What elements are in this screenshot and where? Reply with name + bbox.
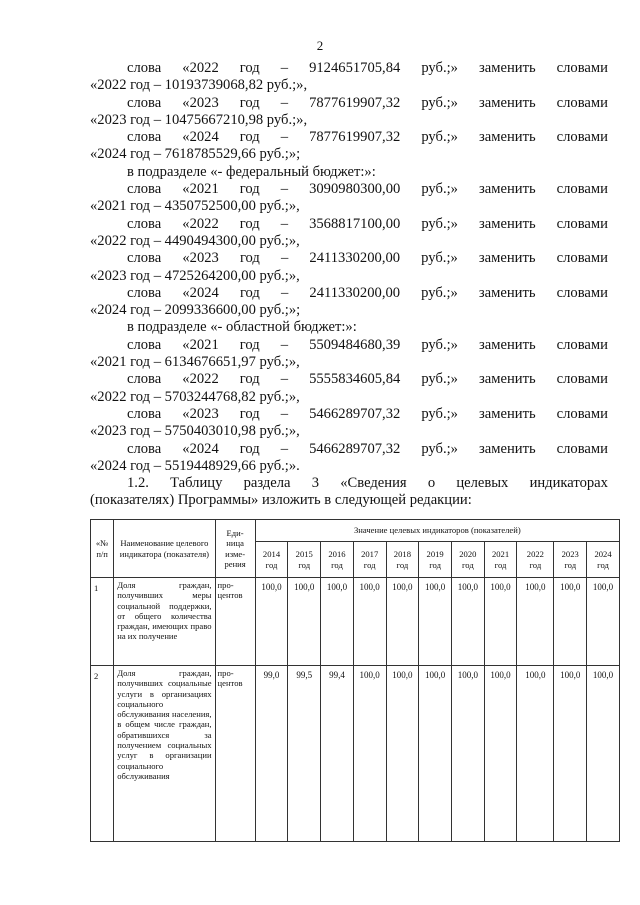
text-line: «2024 год – 7618785529,66 руб.;»; bbox=[90, 146, 301, 163]
text-word: словами bbox=[556, 284, 608, 301]
year-number: 2022 bbox=[526, 549, 544, 560]
value-cell: 100,0 bbox=[517, 578, 554, 666]
value-cell: 100,0 bbox=[353, 578, 386, 666]
year-number: 2019 bbox=[426, 549, 444, 560]
text-word: год bbox=[239, 215, 260, 232]
text-line: «2024 год – 2099336600,00 руб.;»; bbox=[90, 302, 301, 319]
text-word: слова bbox=[127, 371, 162, 388]
text-word: – bbox=[280, 284, 289, 301]
value-cell: 100,0 bbox=[386, 578, 419, 666]
value-cell: 100,0 bbox=[484, 666, 517, 842]
text-line bbox=[90, 337, 608, 354]
text-line bbox=[90, 250, 608, 267]
text-word: 3090980300,00 bbox=[309, 181, 401, 198]
text-word: «2022 bbox=[182, 60, 219, 76]
value-cell: 100,0 bbox=[419, 666, 452, 842]
value-cell: 100,0 bbox=[587, 578, 620, 666]
header-year-2021 bbox=[484, 542, 517, 578]
text-word: слова bbox=[127, 405, 162, 422]
value-cell: 99,5 bbox=[288, 666, 321, 842]
text-line bbox=[90, 475, 608, 492]
year-label: год bbox=[298, 559, 311, 570]
value-cell: 100,0 bbox=[554, 578, 587, 666]
text-word: год bbox=[239, 129, 260, 146]
text-word: руб.;» bbox=[421, 440, 458, 457]
value-cell: 100,0 bbox=[386, 666, 419, 842]
text-line: «2023 год – 10475667210,98 руб.;», bbox=[90, 111, 308, 128]
indicators-table bbox=[90, 519, 620, 842]
row-number: 1 bbox=[91, 578, 114, 666]
year-label: год bbox=[461, 559, 474, 570]
text-word: – bbox=[280, 371, 289, 388]
page-number: 2 bbox=[316, 38, 324, 53]
text-word: год bbox=[239, 181, 260, 198]
text-word: руб.;» bbox=[421, 405, 458, 422]
text-line: «2022 год – 5703244768,82 руб.;», bbox=[90, 388, 300, 405]
value-cell: 100,0 bbox=[255, 578, 288, 666]
unit-cell: про-центов bbox=[215, 666, 255, 842]
text-word: – bbox=[280, 440, 289, 457]
year-number: 2014 bbox=[262, 549, 281, 560]
year-number: 2023 bbox=[561, 549, 579, 560]
header-year-2016 bbox=[321, 542, 354, 578]
text-line: «2023 год – 4725264200,00 руб.;», bbox=[90, 267, 300, 284]
text-word: словами bbox=[556, 336, 608, 353]
text-word: год bbox=[239, 250, 260, 267]
text-line: «2021 год – 6134676651,97 руб.;», bbox=[90, 354, 300, 371]
text-word: индикаторах bbox=[529, 475, 608, 492]
row-number: 2 bbox=[91, 666, 114, 842]
text-word: «2023 bbox=[182, 250, 219, 267]
year-label: год bbox=[363, 559, 376, 570]
header-year-2014 bbox=[255, 542, 288, 578]
text-word: «2024 bbox=[182, 440, 219, 457]
text-word: словами bbox=[556, 129, 608, 146]
text-word: слова bbox=[127, 181, 162, 198]
text-line: «2023 год – 5750403010,98 руб.;», bbox=[90, 423, 300, 440]
text-word: 3 bbox=[311, 475, 320, 492]
text-word: – bbox=[280, 215, 289, 232]
year-number: 2018 bbox=[393, 549, 411, 560]
value-cell: 100,0 bbox=[288, 578, 321, 666]
text-line: (показателях) Программы» изложить в следующей редакции: bbox=[90, 492, 472, 509]
text-word: руб.;» bbox=[421, 336, 458, 353]
text-word: руб.;» bbox=[421, 60, 458, 76]
text-word: заменить bbox=[479, 371, 536, 388]
text-line bbox=[90, 129, 608, 146]
text-word: год bbox=[239, 440, 260, 457]
text-word: словами bbox=[556, 94, 608, 111]
text-word: Таблицу bbox=[170, 475, 223, 492]
text-word: заменить bbox=[479, 94, 536, 111]
year-label: год bbox=[265, 559, 278, 570]
text-word: словами bbox=[556, 250, 608, 267]
text-word: слова bbox=[127, 336, 162, 353]
header-year-2023 bbox=[554, 542, 587, 578]
text-word: слова bbox=[127, 215, 162, 232]
value-cell: 100,0 bbox=[321, 578, 354, 666]
value-cell: 100,0 bbox=[451, 666, 484, 842]
text-word: руб.;» bbox=[421, 371, 458, 388]
text-word: заменить bbox=[478, 250, 536, 267]
text-word: о bbox=[427, 475, 436, 492]
text-word: – bbox=[280, 405, 289, 422]
text-word: «2024 bbox=[182, 129, 219, 146]
text-word: 9124651705,84 bbox=[309, 60, 401, 76]
year-number: 2017 bbox=[361, 549, 379, 560]
text-line: в подразделе «- федеральный бюджет:»: bbox=[127, 163, 376, 180]
header-year-2024 bbox=[587, 542, 620, 578]
indicator-name: Доля граждан, получивших социальные услуги в организациях социального обслуживания населения, в общем числе граждан, обратившихся за получением социальных услуг в организации социального обслуживания bbox=[114, 666, 215, 842]
text-word: слова bbox=[127, 60, 162, 76]
text-word: год bbox=[239, 336, 260, 353]
text-word: заменить bbox=[479, 181, 536, 198]
text-word: словами bbox=[556, 60, 608, 76]
text-word: заменить bbox=[479, 336, 536, 353]
text-word: «2022 bbox=[182, 215, 219, 232]
text-word: руб.;» bbox=[421, 94, 458, 111]
document-body bbox=[90, 60, 608, 510]
text-word: «2021 bbox=[182, 181, 219, 198]
text-word: целевых bbox=[456, 475, 509, 492]
text-word: заменить bbox=[479, 440, 536, 457]
header-year-2020 bbox=[451, 542, 484, 578]
text-word: – bbox=[280, 181, 289, 198]
text-line bbox=[90, 60, 608, 77]
year-number: 2016 bbox=[328, 549, 346, 560]
text-word: руб.;» bbox=[421, 181, 458, 198]
text-word: 7877619907,32 bbox=[309, 94, 401, 111]
indicator-name: Доля граждан, получивших меры социальной поддержки, от общего количества граждан, имеющих право на их получение bbox=[114, 578, 215, 666]
text-word: «2024 bbox=[182, 284, 219, 301]
text-word: – bbox=[280, 60, 289, 76]
year-label: год bbox=[564, 559, 577, 570]
year-number: 2021 bbox=[491, 549, 510, 560]
header-year-2018 bbox=[386, 542, 419, 578]
value-cell: 100,0 bbox=[353, 666, 386, 842]
year-number: 2015 bbox=[295, 549, 313, 560]
text-word: 5555834605,84 bbox=[309, 371, 401, 388]
text-word: заменить bbox=[479, 129, 536, 146]
text-word: «2023 bbox=[182, 405, 219, 422]
text-word: руб.;» bbox=[421, 250, 458, 267]
text-word: год bbox=[239, 284, 260, 301]
text-line: «2022 год – 4490494300,00 руб.;», bbox=[90, 232, 300, 249]
table-row bbox=[91, 666, 620, 842]
header-year-2022 bbox=[517, 542, 554, 578]
text-line bbox=[90, 95, 608, 112]
header-year-2019 bbox=[419, 542, 452, 578]
header-indicator-name: Наименование целевого индикатора (показателя) bbox=[114, 520, 215, 578]
header-year-2017 bbox=[353, 542, 386, 578]
header-year-2015 bbox=[288, 542, 321, 578]
value-cell: 100,0 bbox=[484, 578, 517, 666]
text-line bbox=[90, 285, 608, 302]
text-word: «2021 bbox=[182, 336, 219, 353]
text-word: слова bbox=[127, 284, 162, 301]
value-cell: 100,0 bbox=[451, 578, 484, 666]
text-word: руб.;» bbox=[421, 215, 458, 232]
value-cell: 99,0 bbox=[255, 666, 288, 842]
year-label: год bbox=[529, 559, 542, 570]
value-cell: 100,0 bbox=[587, 666, 620, 842]
text-word: раздела bbox=[243, 475, 291, 492]
year-number: 2020 bbox=[459, 549, 477, 560]
text-word: год bbox=[239, 371, 260, 388]
text-word: 2411330200,00 bbox=[309, 250, 401, 267]
text-word: – bbox=[280, 129, 289, 146]
text-word: заменить bbox=[479, 60, 536, 76]
text-word: 5466289707,32 bbox=[309, 440, 401, 457]
text-line bbox=[90, 441, 608, 458]
table-row bbox=[91, 578, 620, 666]
text-word: 5466289707,32 bbox=[309, 405, 401, 422]
text-word: слова bbox=[127, 94, 162, 111]
text-word: словами bbox=[556, 440, 608, 457]
header-values: Значение целевых индикаторов (показателей) bbox=[255, 520, 619, 542]
text-word: год bbox=[239, 94, 260, 111]
value-cell: 100,0 bbox=[419, 578, 452, 666]
unit-cell: про-центов bbox=[215, 578, 255, 666]
text-word: заменить bbox=[478, 284, 536, 301]
text-word: слова bbox=[127, 440, 162, 457]
text-word: заменить bbox=[479, 405, 536, 422]
text-word: «2023 bbox=[182, 94, 219, 111]
year-number: 2024 bbox=[594, 549, 612, 560]
text-word: слова bbox=[127, 250, 162, 267]
text-line: «2022 год – 10193739068,82 руб.;», bbox=[90, 77, 308, 94]
text-line bbox=[90, 406, 608, 423]
text-word: – bbox=[280, 336, 289, 353]
year-label: год bbox=[331, 559, 343, 570]
text-word: 1.2. bbox=[127, 475, 149, 492]
text-word: словами bbox=[556, 405, 608, 422]
text-line bbox=[90, 371, 608, 388]
year-label: год bbox=[597, 559, 609, 570]
text-word: слова bbox=[127, 129, 162, 146]
text-word: год bbox=[239, 60, 260, 76]
text-line: в подразделе «- областной бюджет:»: bbox=[127, 319, 357, 336]
text-word: 5509484680,39 bbox=[309, 336, 401, 353]
year-label: год bbox=[429, 559, 441, 570]
year-label: год bbox=[494, 559, 507, 570]
text-line bbox=[90, 181, 608, 198]
text-word: руб.;» bbox=[421, 129, 458, 146]
text-word: «Сведения bbox=[340, 475, 407, 492]
text-word: словами bbox=[556, 215, 608, 232]
text-word: – bbox=[280, 250, 289, 267]
text-word: «2022 bbox=[182, 371, 219, 388]
text-word: 7877619907,32 bbox=[309, 129, 401, 146]
text-word: словами bbox=[556, 181, 608, 198]
value-cell: 100,0 bbox=[517, 666, 554, 842]
value-cell: 99,4 bbox=[321, 666, 354, 842]
header-number: «№ п/п bbox=[91, 520, 114, 578]
header-unit: Еди-ница изме-рения bbox=[215, 520, 255, 578]
text-word: словами bbox=[556, 371, 608, 388]
text-line bbox=[90, 216, 608, 233]
text-line: «2024 год – 5519448929,66 руб.;». bbox=[90, 457, 300, 474]
text-word: руб.;» bbox=[421, 284, 458, 301]
text-word: заменить bbox=[479, 215, 536, 232]
text-word: 2411330200,00 bbox=[309, 284, 401, 301]
text-word: год bbox=[239, 405, 260, 422]
year-label: год bbox=[396, 559, 409, 570]
text-word: – bbox=[280, 94, 289, 111]
text-line: «2021 год – 4350752500,00 руб.;», bbox=[90, 198, 300, 215]
text-word: 3568817100,00 bbox=[309, 215, 401, 232]
value-cell: 100,0 bbox=[554, 666, 587, 842]
